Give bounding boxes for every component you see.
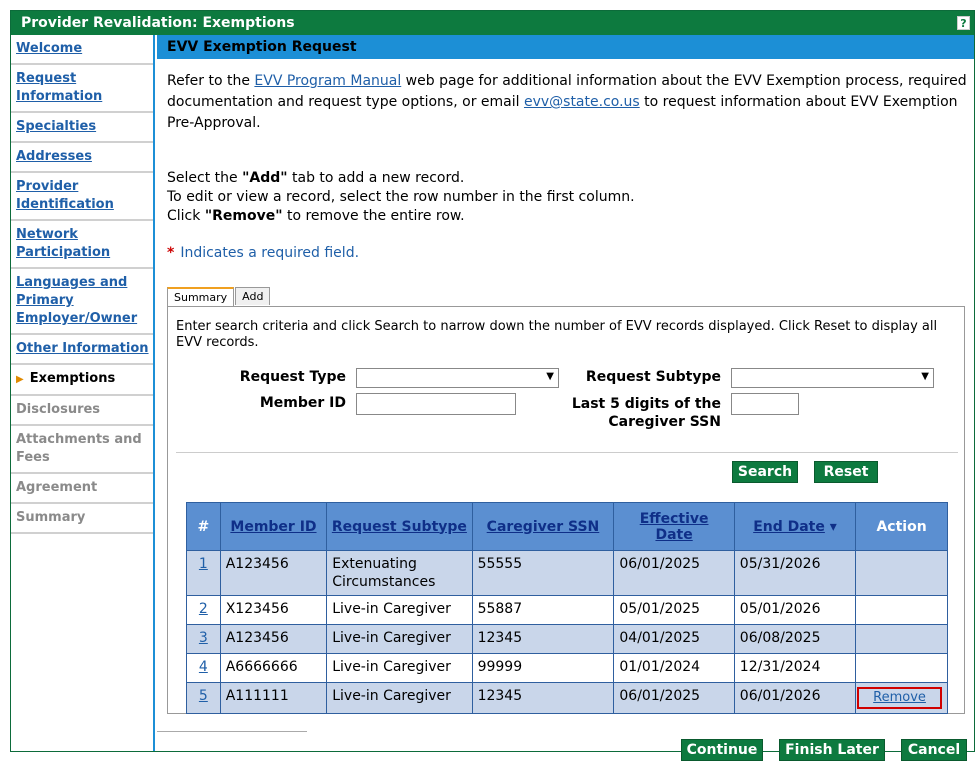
sidebar-item-addresses[interactable] [11,143,153,173]
ssn-cell: 99999 [472,654,614,683]
ssn-label-line: Caregiver SSN [608,414,721,430]
tab-summary[interactable]: Summary [167,287,234,306]
subtype-cell: Live-in Caregiver [327,654,472,683]
col-header-member-id[interactable] [220,503,327,551]
intro-part: to request information about EVV Exemption Pre-Approval. [167,94,958,131]
sidebar-item-agreement [11,474,153,504]
sidebar-item-disclosures [11,396,153,426]
ssn-cell: 12345 [472,683,614,714]
sidebar-item-other-information[interactable] [11,335,153,365]
tab-bar [167,286,271,307]
request-type-label: Request Type [239,369,346,385]
sidebar-item-label[interactable]: Languages and Primary Employer/Owner [16,275,138,326]
intro-part: Refer to the [167,73,255,89]
window-title-bar [11,11,974,35]
member-id-cell: A111111 [220,683,327,714]
action-cell [856,654,948,683]
finish-later-button[interactable]: Finish Later [779,739,885,761]
row-number-cell[interactable] [187,683,221,714]
effective-cell: 05/01/2025 [614,596,734,625]
ssn-cell: 12345 [472,625,614,654]
table-row [187,596,948,625]
effective-cell: 06/01/2025 [614,683,734,714]
remove-button[interactable]: Remove [857,687,942,709]
sidebar-item-label: Summary [16,510,86,525]
summary-panel [167,306,965,714]
sidebar-item-label: Agreement [16,480,98,495]
main-content [157,35,974,758]
search-help-text: Enter search criteria and click Search to narrow down the number of EVV records displayed. Click Reset to display all EVV records. [176,319,938,350]
action-cell [856,625,948,654]
row-number-cell[interactable] [187,551,221,596]
window-title: Provider Revalidation: Exemptions [21,15,295,31]
row-number-link[interactable]: 3 [198,630,208,646]
subtype-cell: Live-in Caregiver [327,625,472,654]
subtype-cell: Live-in Caregiver [327,596,472,625]
col-header-effective[interactable] [614,503,734,551]
instructions [167,169,635,226]
divider [176,452,958,453]
instr-bold: "Add" [242,170,288,186]
end-date-cell: 12/31/2024 [734,654,855,683]
chevron-down-icon: ▼ [546,371,554,382]
row-number-cell[interactable] [187,654,221,683]
end-date-cell: 05/01/2026 [734,596,855,625]
col-header-action: Action [856,503,948,551]
table-header-row [187,503,948,551]
col-header-label[interactable]: Effective [639,510,709,527]
table-row [187,683,948,714]
effective-cell: 01/01/2024 [614,654,734,683]
current-arrow-icon: ▶ [16,374,24,385]
action-cell [856,683,948,714]
row-number-link[interactable]: 5 [198,688,208,704]
sidebar-item-label[interactable]: Provider Identification [16,179,114,212]
reset-button[interactable]: Reset [814,461,878,483]
required-text: Indicates a required field. [180,245,360,261]
sidebar-item-languages[interactable] [11,269,153,335]
table-row [187,654,948,683]
evv-manual-link[interactable]: EVV Program Manual [254,73,402,89]
sidebar-item-label: Attachments and Fees [16,432,142,465]
sidebar-item-label[interactable]: Addresses [16,149,92,164]
col-header-num: # [187,503,221,551]
continue-button[interactable]: Continue [681,739,763,761]
member-id-cell: A123456 [220,625,327,654]
ssn-label-line: Last 5 digits of the [571,396,721,412]
row-number-link[interactable]: 2 [198,601,208,617]
subtype-cell: Live-in Caregiver [327,683,472,714]
instr-text: Select the [167,170,243,186]
member-id-cell: A123456 [220,551,327,596]
member-id-label: Member ID [259,395,346,411]
sidebar-item-specialties[interactable] [11,113,153,143]
col-header-label[interactable]: End Date [753,518,825,535]
col-header-label[interactable]: Request Subtype [331,518,467,535]
sidebar-item-request-information[interactable] [11,65,153,113]
member-id-cell: X123456 [220,596,327,625]
sidebar-item-label: Exemptions [29,371,116,386]
row-number-link[interactable]: 1 [198,556,208,572]
chevron-down-icon: ▼ [921,371,929,382]
col-header-ssn[interactable] [472,503,614,551]
intro-part: web page for additional information about the EVV Exemption process, required documentation and request type options, or email [167,73,967,110]
sidebar-item-attachments [11,426,153,474]
evv-email-link[interactable]: evv@state.co.us [523,94,640,110]
search-button[interactable]: Search [732,461,798,483]
cancel-button[interactable]: Cancel [901,739,967,761]
intro-text [167,71,967,134]
row-number-cell[interactable] [187,625,221,654]
request-type-select[interactable] [356,368,559,388]
instr-text: tab to add a new record. [287,170,465,186]
tab-add[interactable]: Add [235,287,270,305]
row-number-link[interactable]: 4 [198,659,208,675]
col-header-label[interactable]: Member ID [230,518,317,535]
effective-cell: 04/01/2025 [614,625,734,654]
divider [157,731,307,732]
help-icon[interactable]: ? [957,16,970,30]
member-id-cell: A6666666 [220,654,327,683]
sidebar-item-exemptions [11,365,153,396]
member-id-input[interactable] [356,393,516,415]
end-date-cell: 05/31/2026 [734,551,855,596]
sidebar-item-provider-identification[interactable] [11,173,153,221]
subtype-cell: Extenuating Circumstances [327,551,472,596]
sidebar-item-label[interactable]: Request Information [16,71,103,104]
section-header: EVV Exemption Request [157,35,974,59]
sidebar-item-label[interactable]: Welcome [16,41,83,56]
col-header-end-date[interactable] [734,503,855,551]
request-subtype-select[interactable] [731,368,934,388]
sort-desc-icon: ▾ [829,518,837,535]
end-date-cell: 06/08/2025 [734,625,855,654]
sidebar-item-label[interactable]: Other Information [16,341,149,356]
effective-cell: 06/01/2025 [614,551,734,596]
required-star-icon: * [167,245,175,261]
end-date-cell: 06/01/2026 [734,683,855,714]
col-header-label[interactable]: Caregiver SSN [486,518,600,535]
sidebar-item-label[interactable]: Network Participation [16,227,111,260]
action-cell [856,551,948,596]
sidebar-item-label: Disclosures [16,402,101,417]
revalidation-window [10,10,975,758]
evv-records-table [186,502,948,714]
ssn-cell: 55887 [472,596,614,625]
instr-text: To edit or view a record, select the row number in the first column. [167,189,635,205]
request-subtype-label: Request Subtype [585,369,721,385]
col-header-label[interactable]: Date [655,526,693,543]
sidebar-item-summary [11,504,153,534]
table-row [187,551,948,596]
row-number-cell[interactable] [187,596,221,625]
sidebar-item-welcome[interactable] [11,35,153,65]
instr-bold: "Remove" [204,208,283,224]
col-header-subtype[interactable] [327,503,472,551]
sidebar-item-label[interactable]: Specialties [16,119,97,134]
instr-text: to remove the entire row. [282,208,465,224]
required-note [167,245,359,261]
action-cell [856,596,948,625]
ssn-input[interactable] [731,393,799,415]
ssn-label [558,395,721,431]
table-row [187,625,948,654]
ssn-cell: 55555 [472,551,614,596]
sidebar-item-network-participation[interactable] [11,221,153,269]
sidebar-nav [11,35,155,751]
instr-text: Click [167,208,205,224]
